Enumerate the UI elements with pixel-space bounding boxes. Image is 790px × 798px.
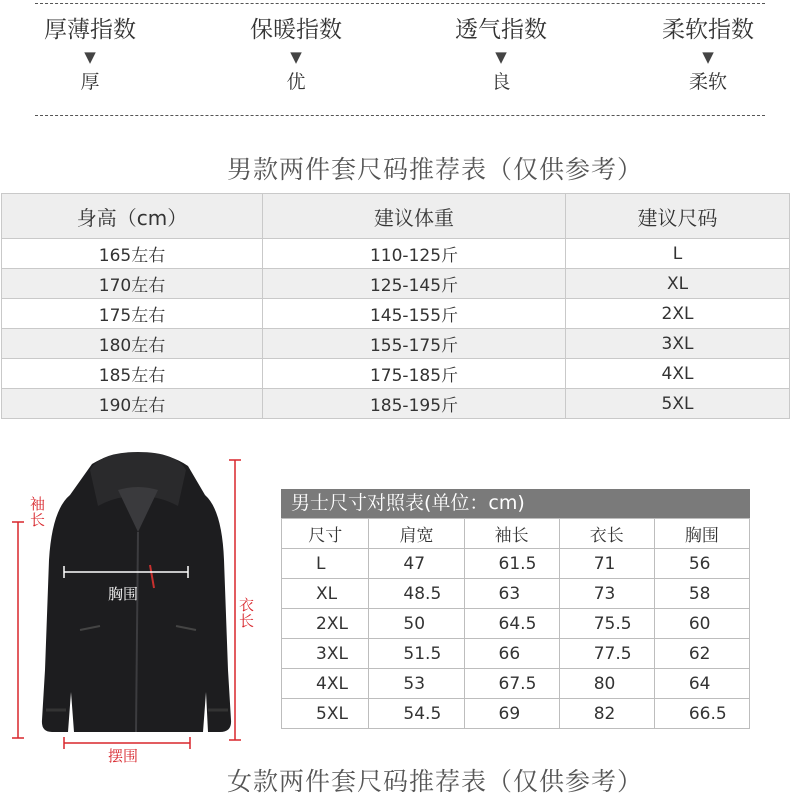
- cell-weight: 145-155斤: [263, 299, 566, 329]
- cell-shoulder: 50: [369, 609, 464, 639]
- jacket-image: [0, 440, 270, 778]
- cell-sleeve: 69: [464, 699, 559, 729]
- cell-chest: 56: [654, 549, 749, 579]
- jacket-diagram: [0, 440, 270, 778]
- cell-weight: 185-195斤: [263, 389, 566, 419]
- table-row: [282, 669, 750, 699]
- cell-sleeve: 61.5: [464, 549, 559, 579]
- arrow-down-icon: ▼: [702, 48, 714, 66]
- table-row: [2, 269, 790, 299]
- cell-height: 170左右: [2, 269, 263, 299]
- men-size-table: [281, 489, 750, 729]
- header-length: 衣长: [559, 519, 654, 549]
- cell-weight: 125-145斤: [263, 269, 566, 299]
- index-value: 优: [286, 71, 306, 93]
- header-size: 尺寸: [282, 519, 369, 549]
- cell-size: 2XL: [566, 299, 790, 329]
- arrow-down-icon: ▼: [290, 48, 302, 66]
- index-name: 保暖指数: [250, 17, 342, 43]
- index-softness: [618, 14, 790, 96]
- cell-chest: 58: [654, 579, 749, 609]
- cell-weight: 175-185斤: [263, 359, 566, 389]
- table-row: [282, 549, 750, 579]
- header-chest: 胸围: [654, 519, 749, 549]
- cell-size: XL: [566, 269, 790, 299]
- cell-height: 180左右: [2, 329, 263, 359]
- chest-label: 胸围: [108, 585, 139, 603]
- table-row: [2, 239, 790, 269]
- cell-size: 4XL: [566, 359, 790, 389]
- women-section-title: 女款两件套尺码推荐表（仅供参考）: [226, 767, 643, 796]
- cell-length: 73: [559, 579, 654, 609]
- top-divider: [35, 3, 765, 4]
- cell-height: 190左右: [2, 389, 263, 419]
- size-recommend-table: [1, 193, 790, 419]
- cell-shoulder: 51.5: [369, 639, 464, 669]
- section-title: 男款两件套尺码推荐表（仅供参考）: [226, 155, 643, 184]
- table-row: [282, 639, 750, 669]
- table-row: [282, 579, 750, 609]
- index-name: 透气指数: [455, 17, 547, 43]
- cell-sleeve: 66: [464, 639, 559, 669]
- index-value: 厚: [80, 71, 100, 93]
- header-sleeve: 袖长: [464, 519, 559, 549]
- cell-height: 165左右: [2, 239, 263, 269]
- cell-shoulder: 54.5: [369, 699, 464, 729]
- cell-shoulder: 53: [369, 669, 464, 699]
- index-divider: [35, 115, 765, 116]
- table-row: [2, 359, 790, 389]
- cell-length: 82: [559, 699, 654, 729]
- table-row: [2, 329, 790, 359]
- table-row: [282, 699, 750, 729]
- table-caption: 男士尺寸对照表(单位：cm): [281, 489, 750, 518]
- cell-length: 80: [559, 669, 654, 699]
- cell-size: L: [282, 549, 369, 579]
- index-value: 良: [491, 71, 511, 93]
- cell-size: 3XL: [282, 639, 369, 669]
- body-length-label: 衣 长: [239, 596, 255, 630]
- cell-chest: 62: [654, 639, 749, 669]
- index-breathability: [411, 14, 591, 96]
- cell-length: 71: [559, 549, 654, 579]
- index-name: 厚薄指数: [44, 17, 136, 43]
- index-thickness: [0, 14, 180, 96]
- cell-sleeve: 63: [464, 579, 559, 609]
- cell-length: 77.5: [559, 639, 654, 669]
- cell-weight: 155-175斤: [263, 329, 566, 359]
- hem-label: 摆围: [108, 747, 139, 765]
- cell-size: 5XL: [566, 389, 790, 419]
- cell-size: 4XL: [282, 669, 369, 699]
- cell-chest: 66.5: [654, 699, 749, 729]
- table-header-row: [282, 519, 750, 549]
- cell-size: 5XL: [282, 699, 369, 729]
- index-value: 柔软: [688, 71, 727, 93]
- cell-shoulder: 48.5: [369, 579, 464, 609]
- cell-chest: 60: [654, 609, 749, 639]
- cell-weight: 110-125斤: [263, 239, 566, 269]
- index-warmth: [206, 14, 386, 96]
- cell-sleeve: 67.5: [464, 669, 559, 699]
- index-name: 柔软指数: [662, 17, 754, 43]
- header-shoulder: 肩宽: [369, 519, 464, 549]
- table-row: [2, 299, 790, 329]
- sleeve-length-label: 袖 长: [30, 495, 46, 529]
- cell-length: 75.5: [559, 609, 654, 639]
- header-weight: 建议体重: [263, 194, 566, 239]
- cell-size: XL: [282, 579, 369, 609]
- cell-height: 175左右: [2, 299, 263, 329]
- table-row: [2, 389, 790, 419]
- arrow-down-icon: ▼: [84, 48, 96, 66]
- arrow-down-icon: ▼: [495, 48, 507, 66]
- table-header-row: [2, 194, 790, 239]
- cell-chest: 64: [654, 669, 749, 699]
- header-size: 建议尺码: [566, 194, 790, 239]
- cell-shoulder: 47: [369, 549, 464, 579]
- cell-size: L: [566, 239, 790, 269]
- table-row: [282, 609, 750, 639]
- cell-height: 185左右: [2, 359, 263, 389]
- header-height: 身高（cm）: [2, 194, 263, 239]
- cell-sleeve: 64.5: [464, 609, 559, 639]
- cell-size: 2XL: [282, 609, 369, 639]
- cell-size: 3XL: [566, 329, 790, 359]
